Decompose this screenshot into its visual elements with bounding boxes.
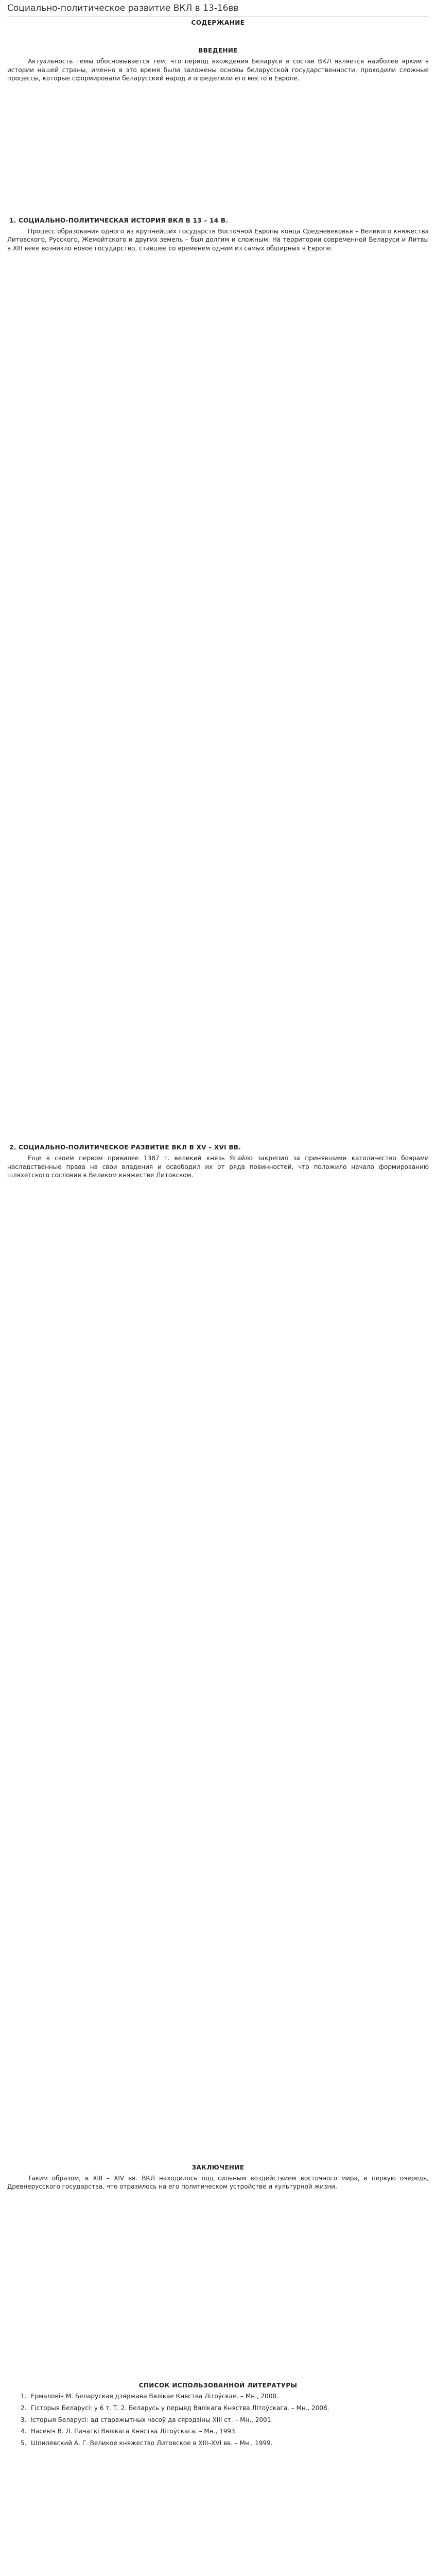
intro-spacer (7, 88, 429, 217)
conclusion-spacer (7, 2196, 429, 2382)
reference-item (21, 2427, 429, 2436)
reference-item (21, 2392, 429, 2401)
reference-number: 3. (21, 2416, 27, 2424)
section1-spacer (7, 258, 429, 1144)
reference-number: 5. (21, 2439, 27, 2447)
reference-number: 2. (21, 2404, 27, 2412)
intro-section (7, 47, 429, 83)
contents-label: СОДЕРЖАНИЕ (191, 19, 245, 26)
reference-text: Насевіч В. Л. Пачаткі Вялікага Княства Літоўскага. – Мн., 1993. (31, 2428, 237, 2435)
references-list (7, 2392, 429, 2448)
reference-item (21, 2416, 429, 2425)
conclusion-heading: ЗАКЛЮЧЕНИЕ (191, 2163, 245, 2171)
reference-item (21, 2404, 429, 2413)
intro-paragraph: Актуальность темы обосновывается тем, что период вхождения Беларуси в состав ВКЛ является наиболее ярким в истории нашей страны, именно в это время были заложены основы беларусской государственности, проходили сложные процессы, которые сформировали беларусский народ и определили его место в Европе. (7, 58, 429, 82)
reference-text: Шпилевский А. Г. Великое княжество Литовское в XIII–XVI вв. – Мн., 1999. (31, 2439, 273, 2447)
section1 (7, 217, 429, 253)
document-page (0, 3, 436, 2576)
reference-item (21, 2439, 429, 2448)
reference-text: Ермаловіч М. Беларуская дзяржава Вялікае Княства Літоўскае. – Мн., 2000. (31, 2393, 278, 2400)
reference-number: 1. (21, 2393, 27, 2400)
conclusion-section (7, 2164, 429, 2191)
section2-spacer (7, 1185, 429, 2164)
section1-paragraph: Процесс образования одного из крупнейших государств Восточной Европы конца Средневековья – Великого княжества Литовского, Русского, Жемойтского и других земель – был долгим и сложным. На территории современной Беларуси и Литвы в XIII веке возникло новое государство, ставшее со временем одним из самых обширных в Европе. (7, 227, 429, 252)
intro-heading: ВВЕДЕНИЕ (198, 47, 238, 54)
title-divider (7, 16, 429, 17)
reference-text: Гісторыя Беларусі: у 6 т. Т. 2. Беларусь у перыяд Вялікага Княства Літоўскага. – Мн., 2008. (31, 2404, 329, 2412)
reference-text: Історыя Беларусі: ад старажытных часоў да сярэдзіны XIII ст. – Мн., 2001. (31, 2416, 273, 2424)
section2-heading: 2. СОЦИАЛЬНО-ПОЛИТИЧЕСКОЕ РАЗВИТИЕ ВКЛ В XV – XVI ВВ. (9, 1144, 241, 1151)
section2 (7, 1144, 429, 1180)
section1-heading: 1. СОЦИАЛЬНО-ПОЛИТИЧЕСКАЯ ИСТОРИЯ ВКЛ В 13 – 14 В. (9, 216, 229, 224)
section2-paragraph: Еще в своем первом привилее 1387 г. великий князь Ягайло закрепил за принявшими католичество боярами наследственные права на свои владения и освободил их от ряда повинностей, что положило начало формированию шляхетского сословия в Великом княжестве Литовском. (7, 1155, 429, 1179)
document-title: Социально-политическое развитие ВКЛ в 13-16вв (7, 3, 239, 13)
reference-number: 4. (21, 2428, 27, 2435)
references-section (7, 2382, 429, 2448)
conclusion-paragraph: Таким образом, в XIII – XIV вв. ВКЛ находилось под сильным воздействием восточного мира, в первую очередь, Древнерусского государства, что отразилось на его политическом устройстве и культурной жизни. (7, 2174, 429, 2191)
references-heading: СПИСОК ИСПОЛЬЗОВАННОЙ ЛИТЕРАТУРЫ (138, 2382, 298, 2389)
